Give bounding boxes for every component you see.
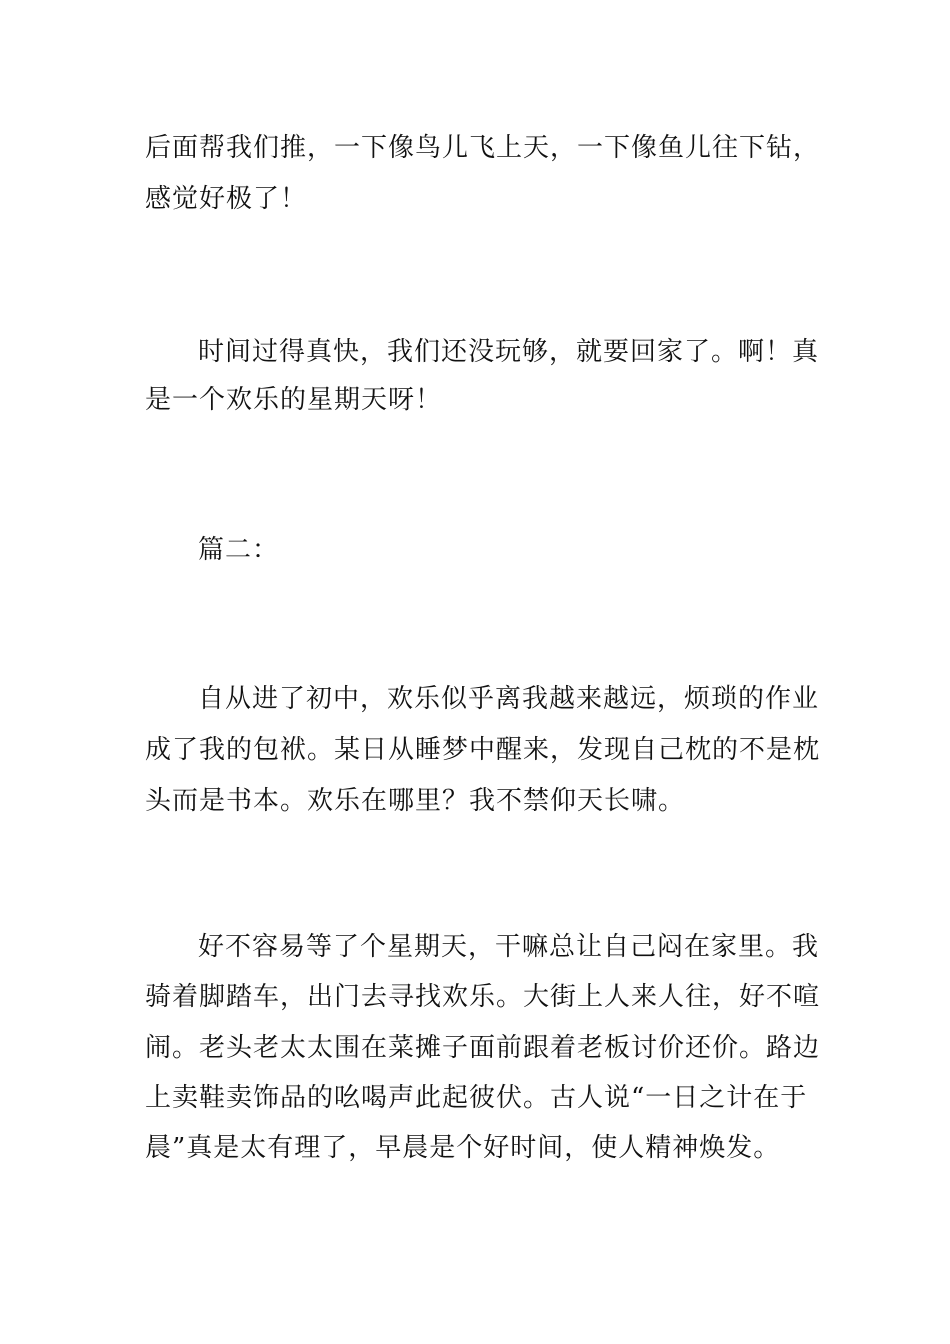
paragraph-2-line-2: 是一个欢乐的星期天呀！ <box>145 385 443 415</box>
paragraph-4-line-2: 骑着脚踏车，出门去寻找欢乐。大街上人来人往，好不喧 <box>145 982 821 1012</box>
section-heading: 篇二： <box>198 535 280 565</box>
paragraph-1-line-2: 感觉好极了！ <box>145 184 308 214</box>
paragraph-4-line-1: 好不容易等了个星期天，干嘛总让自己闷在家里。我 <box>198 932 820 962</box>
paragraph-4-line-4: 上卖鞋卖饰品的吆喝声此起彼伏。古人说“一日之计在于 <box>145 1083 808 1113</box>
paragraph-4-line-3: 闹。老头老太太围在菜摊子面前跟着老板讨价还价。路边 <box>145 1033 821 1063</box>
paragraph-3-line-3: 头而是书本。欢乐在哪里？我不禁仰天长啸。 <box>145 786 686 816</box>
paragraph-2-line-1: 时间过得真快，我们还没玩够，就要回家了。啊！真 <box>198 337 820 367</box>
paragraph-4-line-5: 晨”真是太有理了，早晨是个好时间，使人精神焕发。 <box>145 1133 781 1163</box>
paragraph-3-line-2: 成了我的包袱。某日从睡梦中醒来，发现自己枕的不是枕 <box>145 735 821 765</box>
paragraph-3-line-1: 自从进了初中，欢乐似乎离我越来越远，烦琐的作业 <box>198 684 820 714</box>
paragraph-1-line-1: 后面帮我们推，一下像鸟儿飞上天，一下像鱼儿往下钻， <box>145 133 821 163</box>
